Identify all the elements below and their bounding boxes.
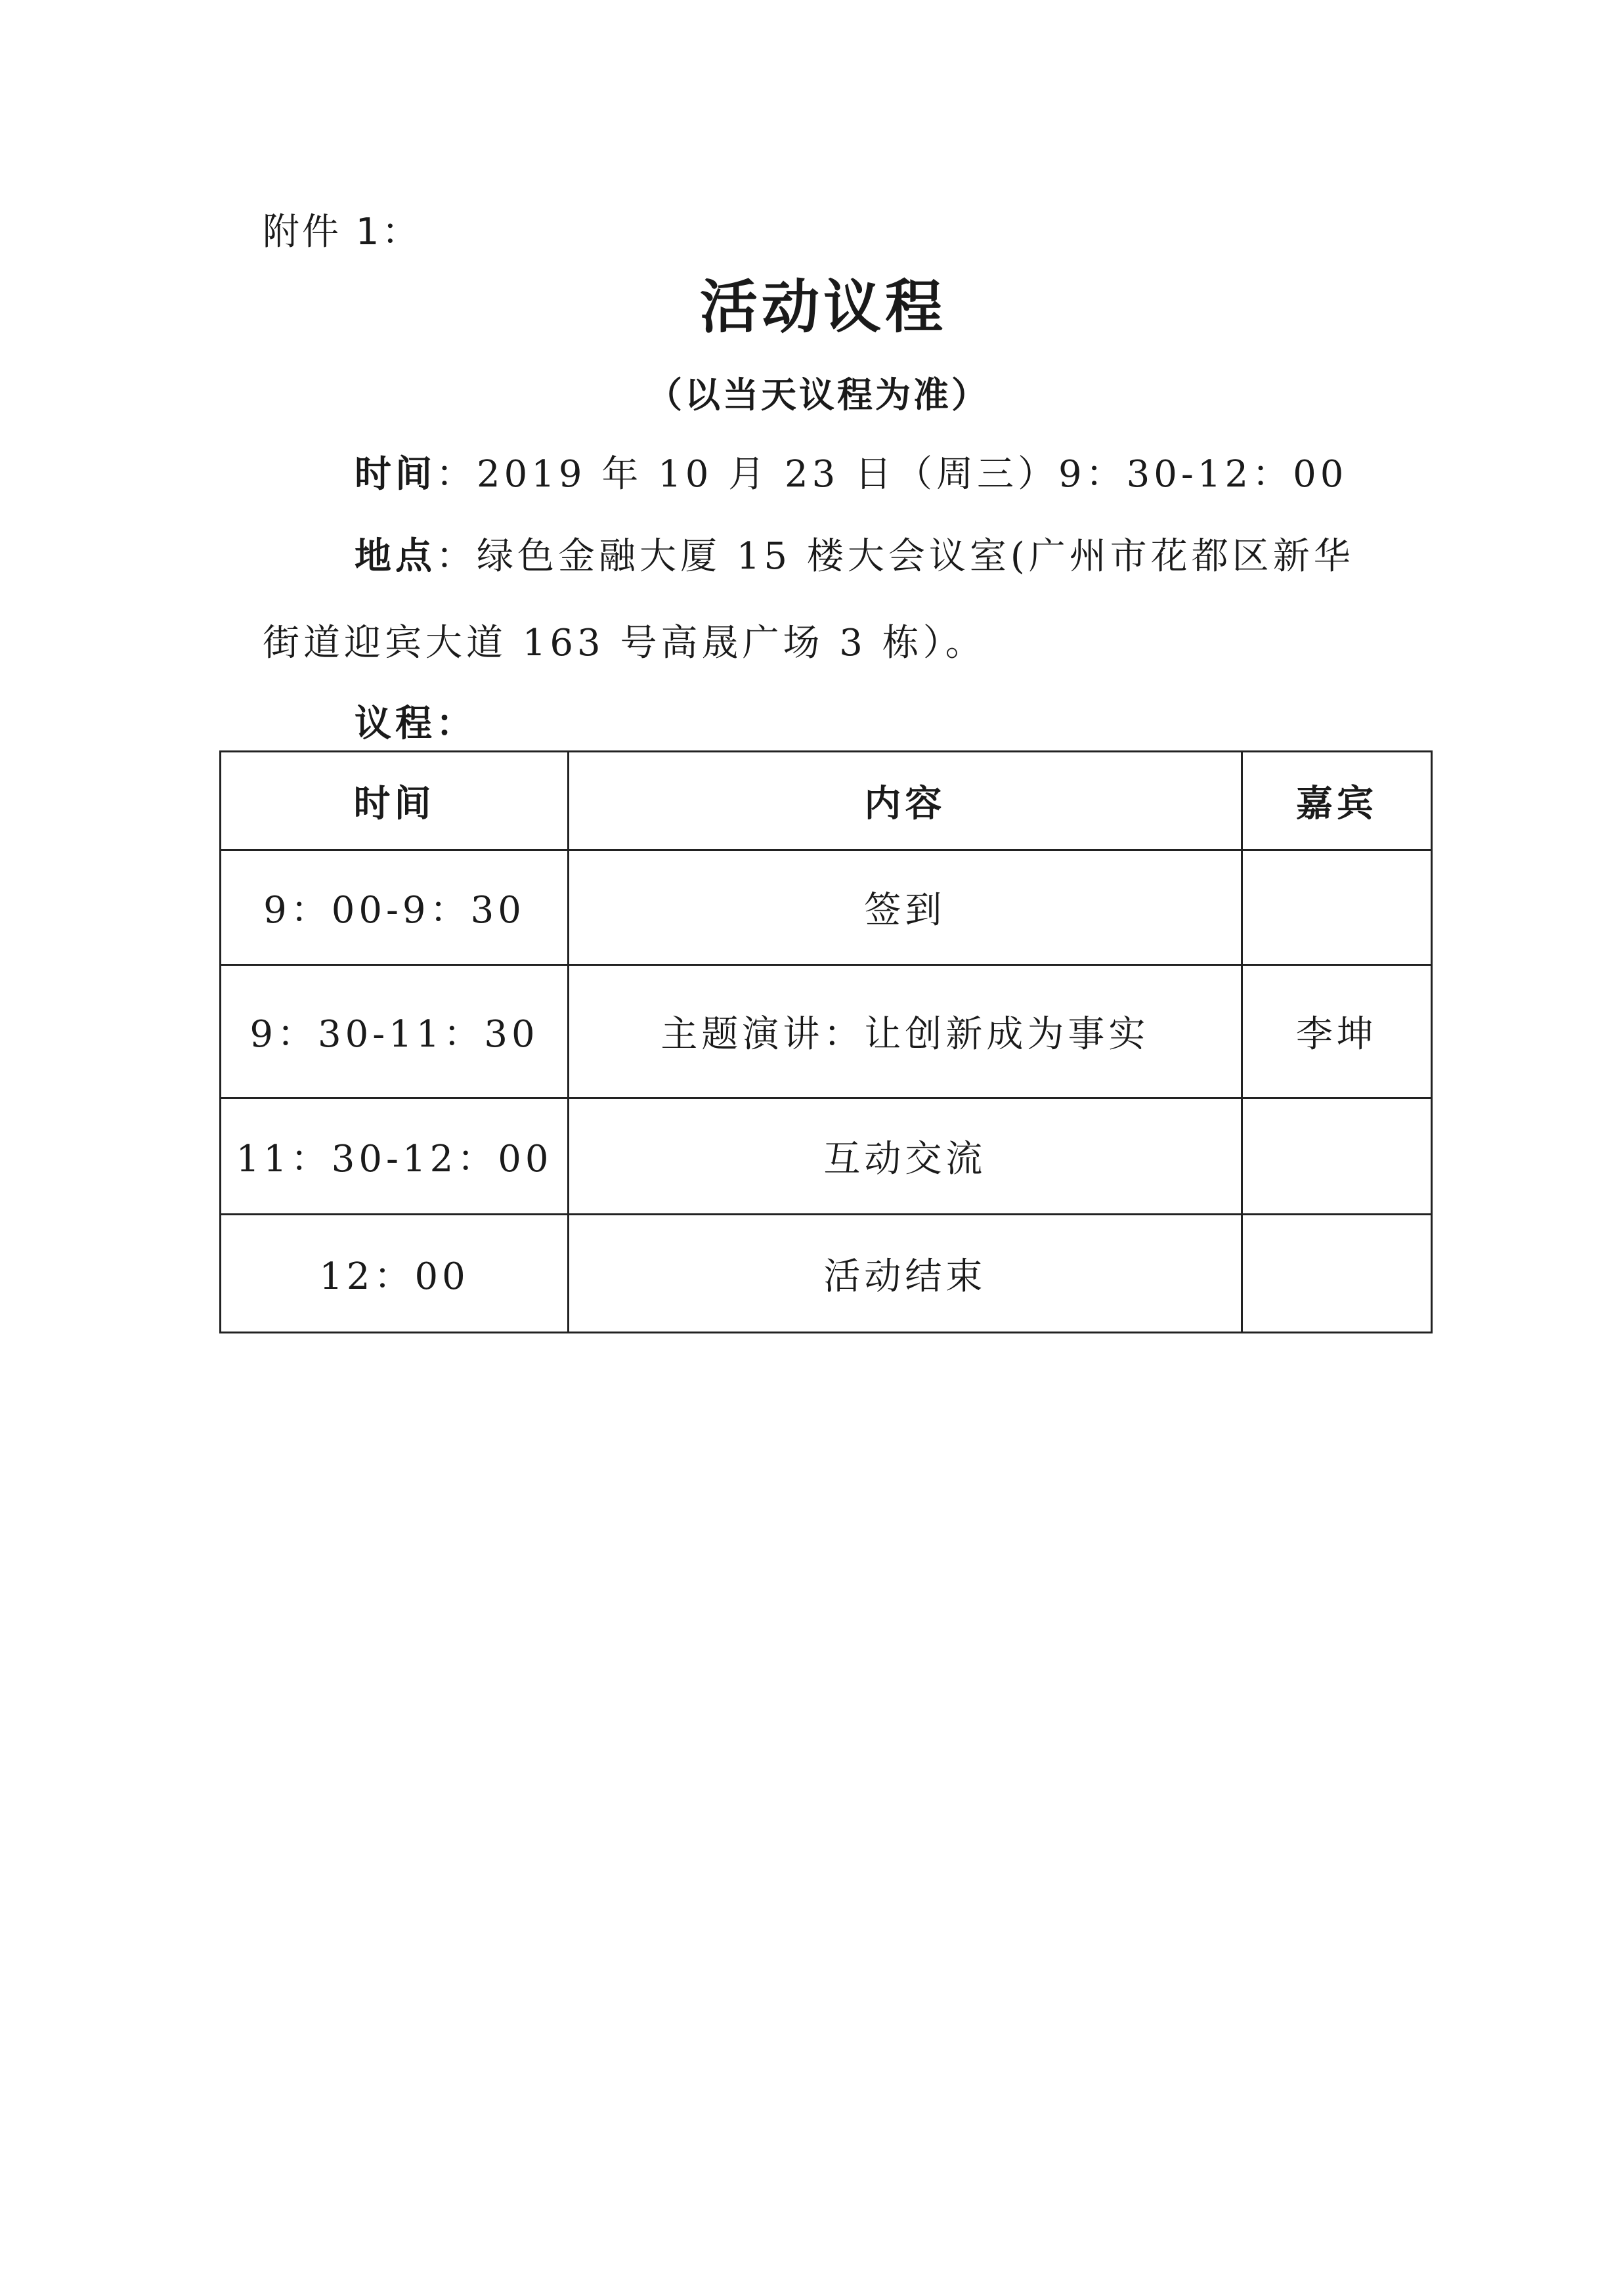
cell-guest	[1242, 1215, 1431, 1333]
cell-content: 互动交流	[568, 1098, 1242, 1215]
table-row	[221, 1215, 1432, 1333]
cell-content: 活动结束	[568, 1215, 1242, 1333]
cell-guest	[1242, 1098, 1431, 1215]
table-row	[221, 850, 1432, 965]
place-value-line2: 街道迎宾大道 163 号高晟广场 3 栋）。	[263, 622, 986, 664]
cell-time: 11：30-12：00	[221, 1098, 569, 1215]
header-guest: 嘉宾	[1242, 752, 1431, 850]
table-header-row	[221, 752, 1432, 850]
time-value: ：2019 年 10 月 23 日（周三）9：30-12：00	[436, 453, 1348, 496]
cell-time: 12：00	[221, 1215, 569, 1333]
event-time-line	[263, 450, 1392, 498]
header-time: 时间	[221, 752, 569, 850]
cell-guest: 李坤	[1242, 965, 1431, 1098]
time-label: 时间	[355, 452, 436, 496]
header-content: 内容	[568, 752, 1242, 850]
agenda-line	[263, 700, 1392, 748]
cell-time: 9：30-11：30	[221, 965, 569, 1098]
cell-time: 9：00-9：30	[221, 850, 569, 965]
cell-guest	[1242, 850, 1431, 965]
attachment-label: 附件 1：	[263, 211, 422, 253]
cell-content: 签到	[568, 850, 1242, 965]
page-title: 活动议程	[699, 272, 947, 341]
event-place-line	[263, 532, 1392, 580]
table-row	[221, 965, 1432, 1098]
agenda-label: 议程：	[355, 702, 477, 745]
place-label: 地点	[355, 534, 436, 578]
place-value-line1: ：绿色金融大厦 15 楼大会议室(广州市花都区新华	[436, 535, 1354, 578]
agenda-table	[219, 750, 1433, 1333]
table-row	[221, 1098, 1432, 1215]
page-subtitle: （以当天议程为准）	[647, 374, 989, 416]
event-place-line2	[263, 620, 1392, 667]
cell-content: 主题演讲：让创新成为事实	[568, 965, 1242, 1098]
